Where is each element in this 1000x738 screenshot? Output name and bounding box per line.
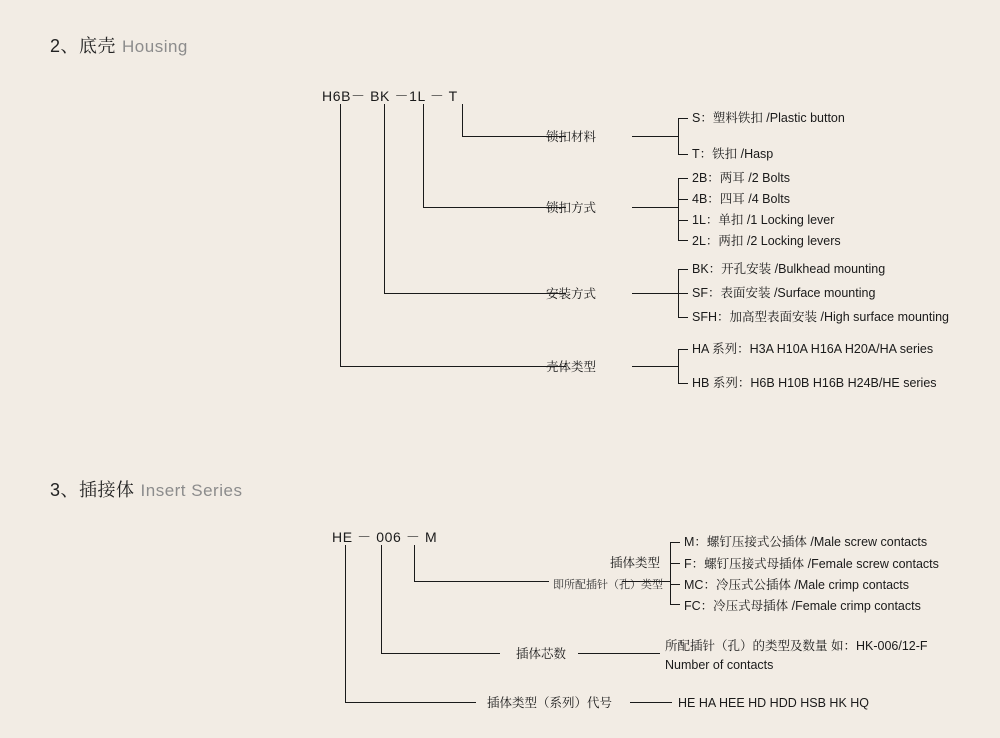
- connector-insert-series-right: [630, 702, 672, 703]
- tick-lock-style-4: [678, 240, 688, 241]
- item-lock-material-2: T：铁扣 /Hasp: [692, 147, 774, 161]
- bracket-insert-type: [670, 542, 671, 604]
- tick-lock-style-1: [678, 178, 688, 179]
- drop-line-housing-type: [340, 104, 341, 366]
- connector-insert-series-left: [345, 702, 476, 703]
- section-3-title-cn: 插接体: [79, 480, 135, 500]
- item-lock-style-4: 2L：两扣 /2 Locking levers: [692, 234, 841, 248]
- section-3-index: 3、: [50, 480, 80, 500]
- tick-insert-type-3: [670, 584, 680, 585]
- tick-mounting-1: [678, 269, 688, 270]
- drop-line-insert-type: [414, 545, 415, 581]
- tick-lock-material-2: [678, 154, 688, 155]
- bracket-lock-material: [678, 118, 679, 154]
- group-label-lock-style: 锁扣方式: [545, 201, 596, 215]
- section-2-title-cn: 底壳: [79, 36, 117, 56]
- tick-lock-style-3: [678, 220, 688, 221]
- bracket-lock-style: [678, 178, 679, 240]
- item-insert-type-3: MC：冷压式公插体 /Male crimp contacts: [684, 578, 910, 592]
- drop-line-contact-count: [381, 545, 382, 653]
- tick-housing-type-1: [678, 349, 688, 350]
- group-label-mounting: 安装方式: [545, 287, 596, 301]
- section-3-code: HE － 006 － M: [332, 529, 438, 545]
- group-label-contact-count: 插体芯数: [515, 647, 566, 661]
- group-label-lock-material: 锁扣材料: [545, 130, 596, 144]
- connector-lock-style-right: [632, 207, 678, 208]
- drop-line-lock-material: [462, 104, 463, 136]
- connector-housing-type-right: [632, 366, 678, 367]
- connector-contact-count-left: [381, 653, 500, 654]
- item-mounting-2: SF：表面安装 /Surface mounting: [692, 286, 876, 300]
- item-mounting-3: SFH：加高型表面安装 /High surface mounting: [692, 310, 950, 324]
- item-housing-type-2: HB 系列：H6B H10B H16B H24B/HE series: [692, 376, 937, 390]
- tick-lock-material-1: [678, 118, 688, 119]
- section-2-title-en: Housing: [122, 37, 188, 56]
- tick-mounting-2: [678, 293, 688, 294]
- item-contact-count-2: Number of contacts: [665, 658, 774, 672]
- item-mounting-1: BK：开孔安装 /Bulkhead mounting: [692, 262, 886, 276]
- item-lock-style-1: 2B：两耳 /2 Bolts: [692, 171, 790, 185]
- group-label-insert-type: 插体类型: [609, 556, 660, 570]
- section-3-title-en: Insert Series: [140, 481, 243, 500]
- section-2-index: 2、: [50, 36, 80, 56]
- section-2-code: H6B－ BK －1L － T: [322, 88, 458, 104]
- connector-contact-count-right: [578, 653, 660, 654]
- connector-mounting-right: [632, 293, 678, 294]
- connector-insert-type-left: [414, 581, 549, 582]
- item-insert-series-1: HE HA HEE HD HDD HSB HK HQ: [678, 696, 870, 710]
- section-2-title: [50, 32, 188, 58]
- item-lock-material-1: S：塑料铁扣 /Plastic button: [692, 111, 845, 125]
- bracket-housing-type: [678, 349, 679, 383]
- tick-housing-type-2: [678, 383, 688, 384]
- connector-lock-material-right: [632, 136, 678, 137]
- item-insert-type-2: F：螺钉压接式母插体 /Female screw contacts: [684, 557, 939, 571]
- drop-line-mounting: [384, 104, 385, 293]
- section-3-title: [50, 476, 242, 502]
- item-insert-type-1: M：螺钉压接式公插体 /Male screw contacts: [684, 535, 928, 549]
- tick-lock-style-2: [678, 199, 688, 200]
- drop-line-insert-series: [345, 545, 346, 702]
- item-contact-count-1: 所配插针（孔）的类型及数量 如：HK-006/12-F: [665, 639, 928, 653]
- tick-insert-type-1: [670, 542, 680, 543]
- tick-mounting-3: [678, 317, 688, 318]
- item-lock-style-3: 1L：单扣 /1 Locking lever: [692, 213, 835, 227]
- connector-insert-type-right: [622, 581, 670, 582]
- group-label-insert-series: 插体类型（系列）代号: [486, 696, 612, 710]
- item-housing-type-1: HA 系列：H3A H10A H16A H20A/HA series: [692, 342, 934, 356]
- tick-insert-type-2: [670, 563, 680, 564]
- tick-insert-type-4: [670, 604, 680, 605]
- drop-line-lock-style: [423, 104, 424, 207]
- item-lock-style-2: 4B：四耳 /4 Bolts: [692, 192, 790, 206]
- group-label-housing-type: 壳体类型: [545, 360, 596, 374]
- group-sublabel-insert-type: 即所配插针（孔）类型: [553, 579, 663, 591]
- item-insert-type-4: FC：冷压式母插体 /Female crimp contacts: [684, 599, 921, 613]
